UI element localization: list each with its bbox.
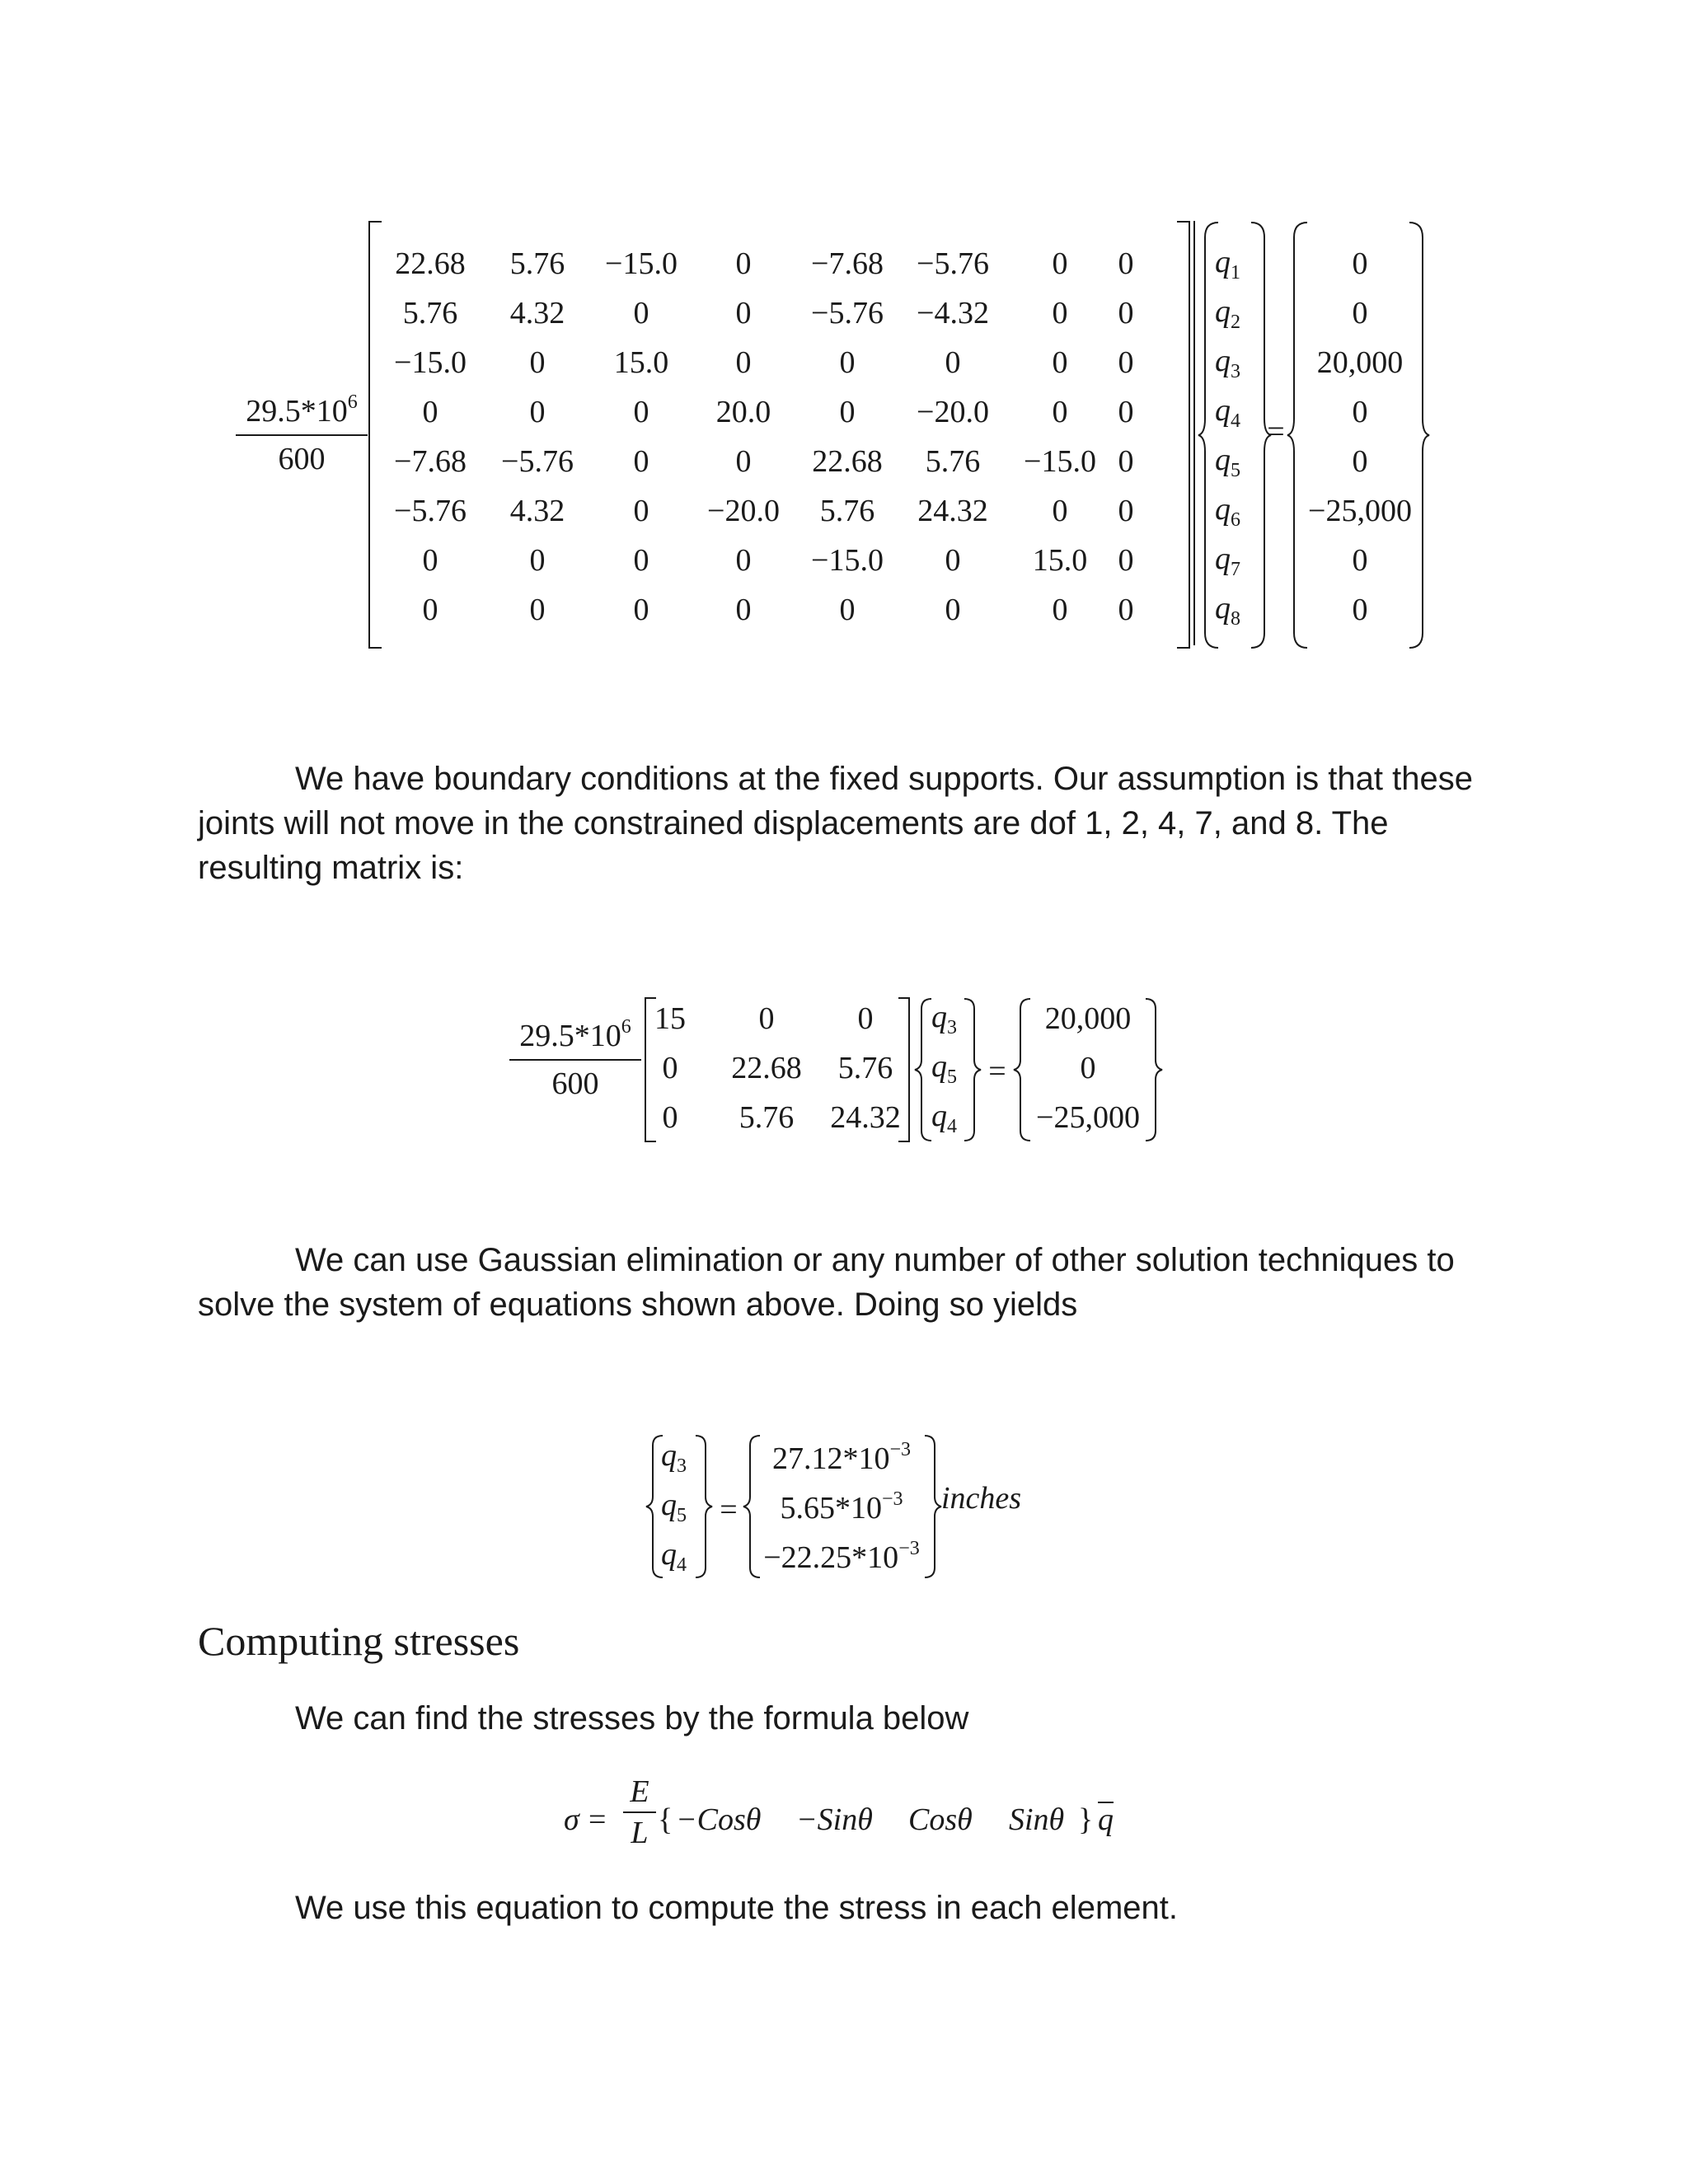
matrix-cell: 0 [633, 543, 649, 578]
matrix-cell: 0 [529, 395, 546, 429]
matrix-cell: 15.0 [1032, 543, 1088, 578]
matrix-cell: 0 [1118, 543, 1134, 578]
matrix-cell: 0 [735, 296, 752, 330]
fraction-numerator: E [630, 1774, 649, 1809]
matrix-cell: 0 [839, 593, 856, 627]
term-neg-sin: −Sinθ [796, 1802, 873, 1837]
q-entry: $q_5$ [661, 1488, 687, 1526]
matrix-right-bracket [1177, 221, 1190, 649]
matrix-cell: 0 [422, 543, 438, 578]
equals-sign: = [588, 1802, 607, 1837]
coefficient-fraction [509, 1016, 641, 1102]
coefficient-denominator: 600 [278, 442, 326, 476]
paragraph-line: resulting matrix is: [198, 850, 464, 886]
equals-sign: = [988, 1054, 1006, 1089]
q-entry: $q_4$ [931, 1099, 957, 1137]
equals-sign: = [720, 1493, 738, 1527]
force-entry: −25,000 [1036, 1100, 1140, 1135]
paragraph-line: We have boundary conditions at the fixed supports. Our assumption is that these [295, 761, 1473, 797]
matrix-cell: 0 [735, 345, 752, 380]
matrix-cell: 5.76 [837, 1051, 893, 1085]
matrix-cell: 0 [735, 543, 752, 578]
force-entry: 0 [1080, 1051, 1096, 1085]
matrix-cell: 0 [1052, 246, 1068, 281]
matrix-cell: −15.0 [394, 345, 467, 380]
matrix-cell: −15.0 [1024, 444, 1096, 479]
force-entry: 0 [1352, 444, 1368, 479]
matrix-cell: 0 [1052, 494, 1068, 528]
matrix-cell: 0 [1118, 395, 1134, 429]
matrix-cell: 24.32 [830, 1100, 901, 1135]
matrix-cell: 4.32 [509, 296, 565, 330]
matrix-cell: 0 [1118, 494, 1134, 528]
matrix-cell: 5.76 [509, 246, 565, 281]
fraction-bar [623, 1811, 656, 1813]
q-entry: $q_5$ [931, 1049, 957, 1088]
matrix-cell: 22.68 [395, 246, 466, 281]
force-entry: 20,000 [1316, 345, 1404, 380]
fraction-bar [509, 1059, 641, 1061]
coefficient-denominator: 600 [551, 1066, 599, 1101]
force-entry: 0 [1352, 593, 1368, 627]
matrix-cell: 22.68 [731, 1051, 802, 1085]
gaussian-elimination-paragraph [198, 1238, 1517, 1327]
force-vector-left-brace [1012, 997, 1032, 1142]
matrix-cell: 0 [945, 345, 961, 380]
force-entry: 20,000 [1044, 1001, 1132, 1036]
q-entry: $q_3$ [661, 1438, 687, 1477]
matrix-cell: 0 [633, 494, 649, 528]
q-entry: $q_8$ [1215, 591, 1240, 630]
q-entry: $q_3$ [1215, 344, 1240, 382]
q-vector-left-brace [1197, 221, 1221, 649]
matrix-cell: 0 [1052, 296, 1068, 330]
matrix-cell: 0 [857, 1001, 874, 1036]
matrix-left-bracket [368, 221, 382, 649]
boundary-conditions-paragraph [198, 757, 1517, 890]
matrix-cell: 0 [945, 593, 961, 627]
paragraph-line: joints will not move in the constrained displacements are dof 1, 2, 4, 7, and 8. The [198, 805, 1389, 841]
force-vector-right-brace [1406, 221, 1431, 649]
matrix-cell: −5.76 [501, 444, 574, 479]
matrix-cell: 0 [1118, 593, 1134, 627]
matrix-cell: 0 [758, 1001, 775, 1036]
solution-entry: $-22.25*10^{-3}$ [763, 1538, 920, 1575]
equals-sign: = [1267, 415, 1285, 449]
matrix-cell: 0 [1052, 395, 1068, 429]
matrix-cell: 15.0 [613, 345, 669, 380]
q-entry: $q_6$ [1215, 492, 1240, 531]
q-entry: $q_4$ [661, 1537, 687, 1576]
stress-formula [564, 1774, 1141, 1864]
q-entry: $q_1$ [1215, 245, 1240, 284]
force-entry: 0 [1352, 246, 1368, 281]
matrix-cell: 0 [1052, 345, 1068, 380]
stress-formula-intro: We can find the stresses by the formula below [295, 1700, 969, 1736]
matrix-cell: 5.76 [925, 444, 981, 479]
matrix-cell: −4.32 [917, 296, 989, 330]
coefficient-numerator: $29.5*10^6$ [246, 391, 358, 429]
sigma-symbol: σ [564, 1802, 579, 1837]
q-bar-vector: q [1098, 1802, 1114, 1837]
force-vector-right-brace [1144, 997, 1164, 1142]
matrix-cell: 0 [662, 1100, 678, 1135]
solution-entry: $27.12*10^{-3}$ [771, 1439, 912, 1476]
matrix-cell: 0 [422, 395, 438, 429]
matrix-cell: −5.76 [917, 246, 989, 281]
force-entry: 0 [1352, 296, 1368, 330]
matrix-cell: 0 [529, 345, 546, 380]
unit-label: inches [941, 1481, 1022, 1516]
term-sin: Sinθ [1009, 1802, 1065, 1837]
matrix-cell: 0 [422, 593, 438, 627]
q-vector-right-brace [963, 997, 982, 1142]
matrix-cell: −7.68 [811, 246, 884, 281]
matrix-cell: 15 [654, 1001, 686, 1036]
force-entry: 0 [1352, 543, 1368, 578]
matrix-cell: 0 [529, 593, 546, 627]
fraction-bar [236, 434, 368, 436]
matrix-cell: 24.32 [917, 494, 988, 528]
matrix-cell: −20.0 [707, 494, 780, 528]
matrix-cell: −15.0 [605, 246, 678, 281]
matrix-cell: 0 [1118, 296, 1134, 330]
matrix-cell: 0 [662, 1051, 678, 1085]
term-cos: Cosθ [908, 1802, 973, 1837]
matrix-cell: 0 [529, 543, 546, 578]
matrix-cell: 0 [735, 593, 752, 627]
matrix-cell: 0 [735, 246, 752, 281]
q-entry: $q_7$ [1215, 541, 1240, 580]
matrix-cell: −5.76 [394, 494, 467, 528]
matrix-cell: 0 [839, 345, 856, 380]
matrix-cell: 20.0 [715, 395, 771, 429]
e-over-l-fraction [623, 1774, 656, 1851]
q-entry: $q_2$ [1215, 294, 1240, 333]
section-heading: Computing stresses [198, 1618, 520, 1664]
coefficient-fraction [236, 391, 368, 477]
paragraph-line: We can use Gaussian elimination or any number of other solution techniques to [295, 1242, 1455, 1278]
matrix-cell: −15.0 [811, 543, 884, 578]
matrix-cell: 0 [1118, 345, 1134, 380]
force-entry: −25,000 [1308, 494, 1412, 528]
stress-equation-closing: We use this equation to compute the stress in each element. [295, 1890, 1178, 1926]
term-neg-cos: −Cosθ [676, 1802, 762, 1837]
matrix-right-bracket-inner [1193, 221, 1195, 645]
matrix-cell: 22.68 [812, 444, 883, 479]
matrix-cell: −20.0 [917, 395, 989, 429]
q-entry: $q_3$ [931, 1000, 957, 1038]
matrix-cell: 0 [633, 444, 649, 479]
force-entry: 0 [1352, 395, 1368, 429]
matrix-cell: −5.76 [811, 296, 884, 330]
matrix-cell: 0 [633, 395, 649, 429]
matrix-cell: 0 [1052, 593, 1068, 627]
fraction-denominator: L [631, 1816, 649, 1850]
matrix-cell: 0 [1118, 246, 1134, 281]
q-vector-right-brace [694, 1434, 714, 1579]
matrix-cell: 0 [633, 296, 649, 330]
close-brace: } [1078, 1802, 1094, 1837]
matrix-cell: 5.76 [819, 494, 875, 528]
q-entry: $q_4$ [1215, 393, 1240, 432]
paragraph-line: solve the system of equations shown above. Doing so yields [198, 1286, 1078, 1323]
matrix-cell: 0 [839, 395, 856, 429]
force-vector-left-brace [1286, 221, 1311, 649]
matrix-cell: 0 [735, 444, 752, 479]
matrix-cell: −7.68 [394, 444, 467, 479]
coefficient-numerator: $29.5*10^6$ [519, 1016, 631, 1053]
solution-entry: $5.65*10^{-3}$ [780, 1488, 903, 1526]
matrix-cell: 0 [633, 593, 649, 627]
q-vector-left-brace [913, 997, 933, 1142]
matrix-cell: 0 [945, 543, 961, 578]
matrix-cell: 4.32 [509, 494, 565, 528]
matrix-cell: 5.76 [738, 1100, 795, 1135]
open-brace: { [658, 1802, 673, 1837]
q-entry: $q_5$ [1215, 443, 1240, 481]
matrix-cell: 5.76 [402, 296, 458, 330]
matrix-cell: 0 [1118, 444, 1134, 479]
